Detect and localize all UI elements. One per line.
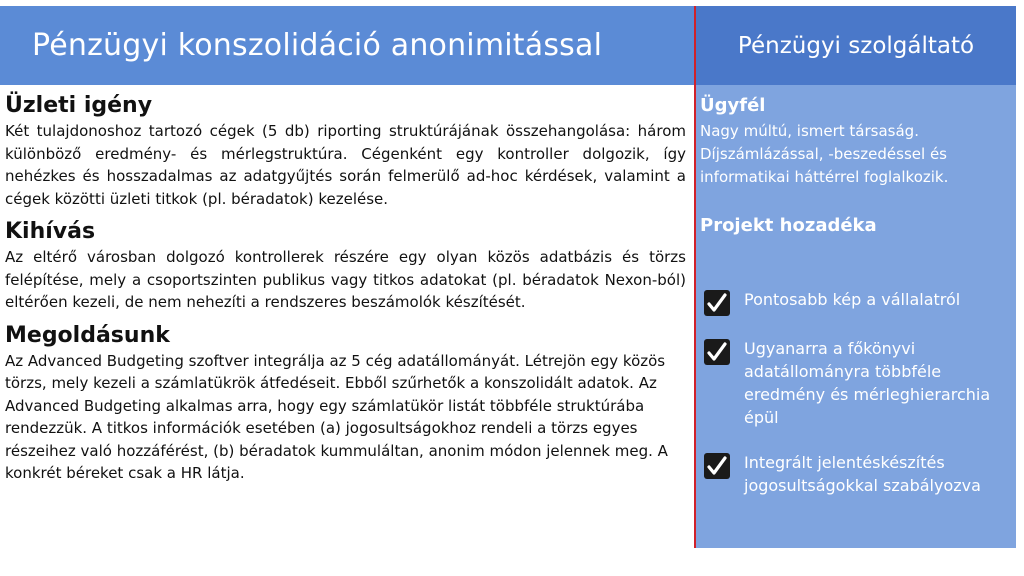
checkmark-icon <box>704 290 730 316</box>
side-header <box>696 6 1016 85</box>
main-content <box>5 92 686 485</box>
title-bar <box>0 6 694 85</box>
section-text-challenge: Az eltérő városban dolgozó kontrollerek részére egy olyan közös adatbázis és törzs felépítése, mely a csoportszinten publikus vagy titkos adatokat (pl. béradatok Nexon-ból) eltérően kezeli, de nem nehezíti a rendszeres beszámolók készítését. <box>5 248 686 311</box>
checkmark-icon <box>704 453 730 479</box>
benefit-text: Ugyanarra a főkönyvi adatállományra többféle eredmény és mérleghierarchia épül <box>744 339 991 427</box>
side-title: Pénzügyi szolgáltató <box>737 32 975 59</box>
section-title-solution: Megoldásunk <box>5 322 170 348</box>
section-title-need: Üzleti igény <box>5 93 153 118</box>
benefit-text: Pontosabb kép a vállalatról <box>744 290 961 309</box>
client-text: Nagy múltú, ismert társaság. Díjszámlázással, -beszedéssel és informatikai háttérrel foglalkozik. <box>700 122 949 186</box>
section-text-need: Két tulajdonoshoz tartozó cégek (5 db) riporting struktúrájának összehangolása: három különböző eredmény- és mérlegstruktúra. Cégenként egy kontroller dolgozik, így nehézkes és hosszadalmas az adatgyűjtés során felmerülő ad-hoc kérdések, valamint a cégek közötti üzleti titkok (pl. béradatok) kezelése. <box>5 122 686 208</box>
checkmark-icon <box>704 339 730 365</box>
section-text-solution: Az Advanced Budgeting szoftver integrálja az 5 cég adatállományát. Létrejön egy közös törzs, mely kezeli a számlatükrök átfedéseit. Ebből szűrhetők a konszolidált adatok. Az Advanced Budgeting alkalmas arra, hogy egy számlatükör listát többféle struktúrába rendezzük. A titkos információk esetében (a) jogosultságokhoz rendeli a törzs egyes részeihez való hozzáférést, (b) béradatok kummuláltan, anonim módon jelennek meg. A konkrét béreket csak a HR látja. <box>5 351 668 482</box>
section-title-challenge: Kihívás <box>5 219 96 244</box>
page-title: Pénzügyi konszolidáció anonimitással <box>32 28 603 63</box>
benefits-title: Projekt hozadéka <box>700 215 877 236</box>
benefit-text: Integrált jelentéskészítés jogosultságokkal szabályozva <box>744 453 981 495</box>
side-panel <box>696 85 1016 548</box>
client-title: Ügyfél <box>700 95 766 116</box>
